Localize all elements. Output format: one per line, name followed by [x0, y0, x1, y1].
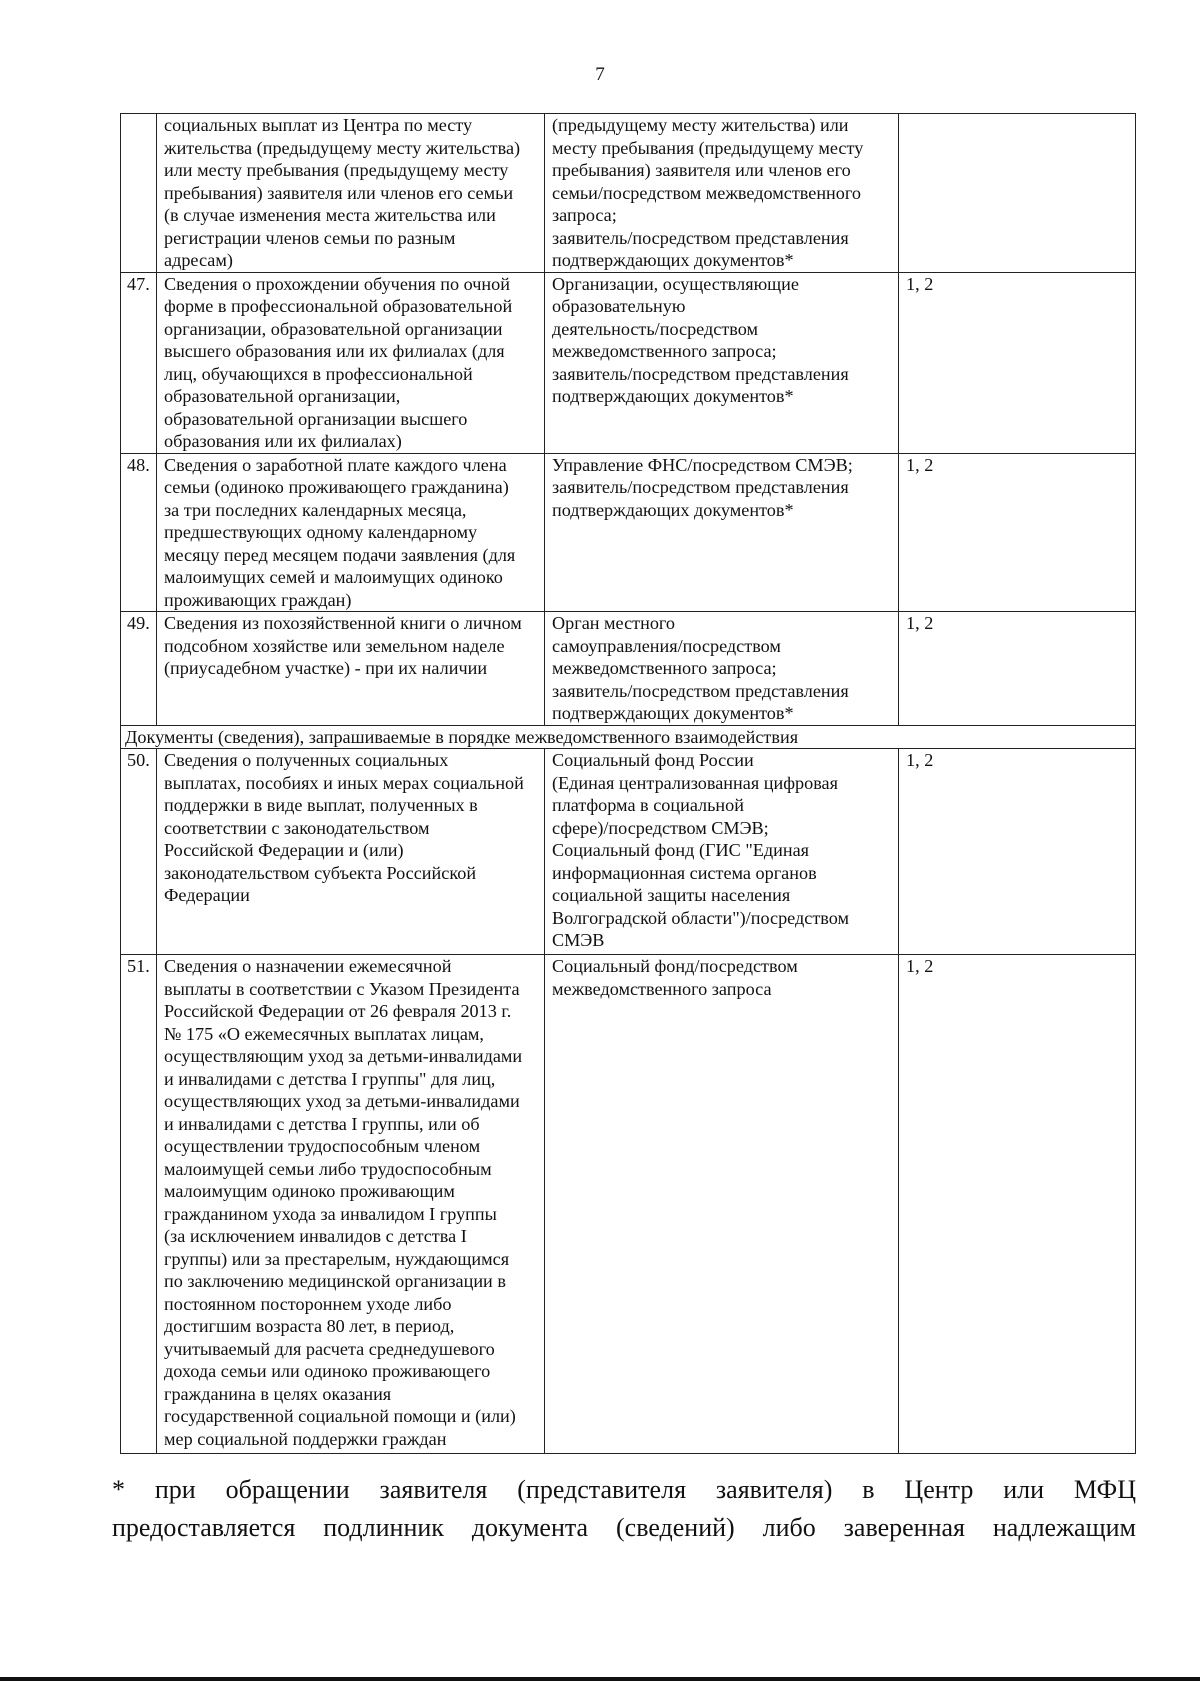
row-codes: 1, 2	[899, 612, 1136, 726]
row-number: 49.	[121, 612, 157, 726]
row-number: 48.	[121, 453, 157, 612]
section-heading: Документы (сведения), запрашиваемые в порядке межведомственного взаимодействия	[121, 725, 1136, 749]
row-source: Управление ФНС/посредством СМЭВ; заявитель/посредством представления подтверждающих документов*	[545, 453, 899, 612]
footnote-line-1: * при обращении заявителя (представителя заявителя) в Центр или МФЦ	[112, 1475, 1136, 1504]
row-description: Сведения о назначении ежемесячной выплаты в соответствии с Указом Президента Российской Федерации от 26 февраля 2013 г. № 175 «О ежемесячных выплатах лицам, осуществляющим уход за детьми-инвалидами и инвалидами с детства I группы" для лиц, осуществляющих уход за детьми-инвалидами и инвалидами с детства I группы, или об осуществлении трудоспособным членом малоимущей семьи либо трудоспособным малоимущим одиноко проживающим гражданином ухода за инвалидом I группы (за исключением инвалидов с детства I группы) или за престарелым, нуждающимся по заключению медицинской организации в постоянном постороннем уходе либо достигшим возраста 80 лет, в период, учитываемый для расчета среднедушевого дохода семьи или одиноко проживающего гражданина в целях оказания государственной социальной помощи и (или) мер социальной поддержки граждан	[157, 955, 545, 1454]
footnote	[112, 1471, 1136, 1547]
table-row	[121, 114, 1136, 273]
row-description: Сведения о полученных социальных выплатах, пособиях и иных мерах социальной поддержки в виде выплат, полученных в соответствии с законодательством Российской Федерации и (или) законодательством субъекта Российской Федерации	[157, 749, 545, 955]
row-codes: 1, 2	[899, 749, 1136, 955]
row-description: Сведения о прохождении обучения по очной форме в профессиональной образовательной организации, образовательной организации высшего образования или их филиалах (для лиц, обучающихся в профессиональной образовательной организации, образовательной организации высшего образования или их филиалах)	[157, 272, 545, 453]
row-description: Сведения из похозяйственной книги о личном подсобном хозяйстве или земельном наделе (приусадебном участке) - при их наличии	[157, 612, 545, 726]
footnote-line-2: предоставляется подлинник документа (сведений) либо заверенная надлежащим	[112, 1513, 1136, 1542]
row-number: 47.	[121, 272, 157, 453]
row-number	[121, 114, 157, 273]
row-source: (предыдущему месту жительства) или месту пребывания (предыдущему месту пребывания) заявителя или членов его семьи/посредством межведомственного запроса; заявитель/посредством представления подтверждающих документов*	[545, 114, 899, 273]
row-codes: 1, 2	[899, 453, 1136, 612]
table-row	[121, 612, 1136, 726]
page-number: 7	[595, 64, 605, 85]
documents-table	[120, 113, 1136, 1454]
row-codes: 1, 2	[899, 272, 1136, 453]
table-row	[121, 453, 1136, 612]
row-codes: 1, 2	[899, 955, 1136, 1454]
table-row	[121, 955, 1136, 1454]
table-row	[121, 749, 1136, 955]
row-description: Сведения о заработной плате каждого члена семьи (одиноко проживающего гражданина) за три последних календарных месяца, предшествующих одному календарному месяцу перед месяцем подачи заявления (для малоимущих семей и малоимущих одиноко проживающих граждан)	[157, 453, 545, 612]
section-row	[121, 725, 1136, 749]
row-source: Организации, осуществляющие образовательную деятельность/посредством межведомственного запроса; заявитель/посредством представления подтверждающих документов*	[545, 272, 899, 453]
row-number: 50.	[121, 749, 157, 955]
row-source: Социальный фонд/посредством межведомственного запроса	[545, 955, 899, 1454]
row-source: Социальный фонд России (Единая централизованная цифровая платформа в социальной сфере)/посредством СМЭВ; Социальный фонд (ГИС "Единая информационная система органов социальной защиты населения Волгоградской области")/посредством СМЭВ	[545, 749, 899, 955]
row-number: 51.	[121, 955, 157, 1454]
row-codes	[899, 114, 1136, 273]
row-description: социальных выплат из Центра по месту жительства (предыдущему месту жительства) или месту пребывания (предыдущему месту пребывания) заявителя или членов его семьи (в случае изменения места жительства или регистрации членов семьи по разным адресам)	[157, 114, 545, 273]
scan-edge-line	[0, 1677, 1200, 1681]
table-row	[121, 272, 1136, 453]
row-source: Орган местного самоуправления/посредством межведомственного запроса; заявитель/посредством представления подтверждающих документов*	[545, 612, 899, 726]
